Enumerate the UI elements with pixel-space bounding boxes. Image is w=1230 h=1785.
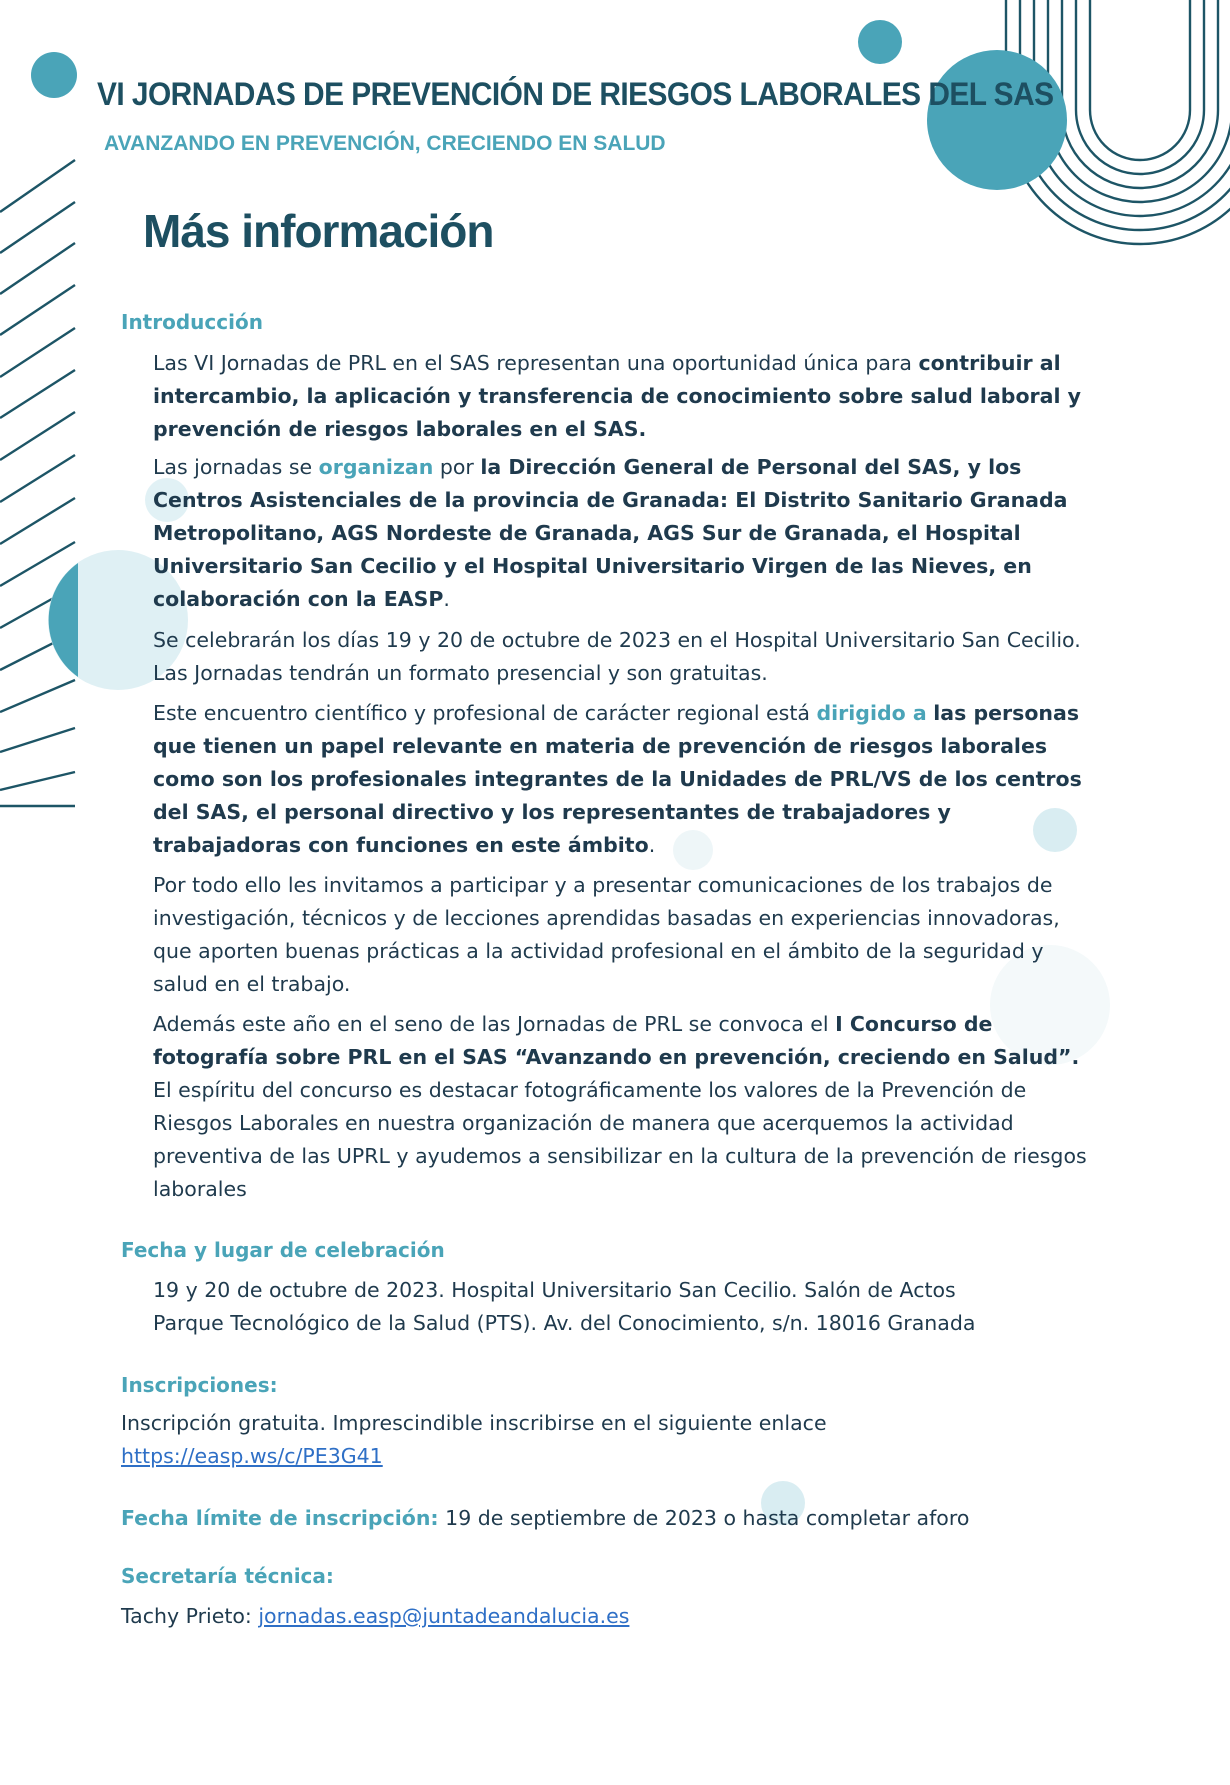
document-title: VI JORNADAS DE PREVENCIÓN DE RIESGOS LABORALES DEL SAS	[97, 76, 1054, 112]
intro-paragraph-5: Por todo ello les invitamos a participar y a presentar comunicaciones de los trabajos de investigación, técnicos y de lecciones aprendidas basadas en experiencias innovadoras, que aporten buenas prácticas a la actividad profesional en el ámbito de la seguridad y salud en el trabajo.	[153, 873, 1060, 996]
registration-link-line	[121, 1440, 383, 1473]
document-subtitle: AVANZANDO EN PREVENCIÓN, CRECIENDO EN SALUD	[104, 132, 666, 155]
venue-line-2: Parque Tecnológico de la Salud (PTS). Av. del Conocimiento, s/n. 18016 Granada	[153, 1311, 976, 1335]
section-label-secretariat: Secretaría técnica:	[121, 1564, 334, 1588]
secretariat-line: Tachy Prieto: jornadas.easp@juntadeandalucia.es	[121, 1604, 630, 1628]
deadline-line: Fecha límite de inscripción: 19 de septiembre de 2023 o hasta completar aforo	[121, 1506, 970, 1530]
section-label-registration: Inscripciones:	[121, 1373, 278, 1397]
intro-paragraph-2: Las jornadas se organizan por la Dirección General de Personal del SAS, y los Centros Asistenciales de la provincia de Granada: El Distrito Sanitario Granada Metropolitano, AGS Nordeste de Granada, AGS Sur de Granada, el Hospital Universitario San Cecilio y el Hospital Universitario Virgen de las Nieves, en colaboración con la EASP.	[153, 455, 1068, 611]
section-label-deadline: Fecha límite de inscripción:	[121, 1506, 439, 1530]
section-label-venue: Fecha y lugar de celebración	[121, 1238, 445, 1262]
decorative-lines	[0, 160, 75, 806]
section-label-intro: Introducción	[121, 310, 263, 334]
registration-text: Inscripción gratuita. Imprescindible inscribirse en el siguiente enlace	[121, 1411, 827, 1435]
intro-paragraph-6: Además este año en el seno de las Jornadas de PRL se convoca el I Concurso de fotografía sobre PRL en el SAS “Avanzando en prevención, creciendo en Salud”. El espíritu del concurso es destacar fotográficamente los valores de la Prevención de Riesgos Laborales en nuestra organización de manera que acerquemos la actividad preventiva de las UPRL y ayudemos a sensibilizar en la cultura de la prevención de riesgos laborales	[153, 1012, 1087, 1201]
page-heading: Más información	[143, 205, 494, 257]
secretariat-email-link[interactable]: jornadas.easp@juntadeandalucia.es	[258, 1604, 630, 1628]
intro-paragraph-3: Se celebrarán los días 19 y 20 de octubre de 2023 en el Hospital Universitario San Cecilio. Las Jornadas tendrán un formato presencial y son gratuitas.	[153, 628, 1081, 685]
intro-paragraph-1: Las VI Jornadas de PRL en el SAS representan una oportunidad única para contribuir al intercambio, la aplicación y transferencia de conocimiento sobre salud laboral y prevención de riesgos laborales en el SAS.	[153, 351, 1082, 441]
registration-link[interactable]: https://easp.ws/c/PE3G41	[121, 1444, 383, 1468]
venue-line-1: 19 y 20 de octubre de 2023. Hospital Universitario San Cecilio. Salón de Actos	[153, 1278, 956, 1302]
intro-paragraph-4: Este encuentro científico y profesional de carácter regional está dirigido a las personas que tienen un papel relevante en materia de prevención de riesgos laborales como son los profesionales integrantes de la Unidades de PRL/VS de los centros del SAS, el personal directivo y los representantes de trabajadores y trabajadoras con funciones en este ámbito.	[153, 701, 1082, 857]
